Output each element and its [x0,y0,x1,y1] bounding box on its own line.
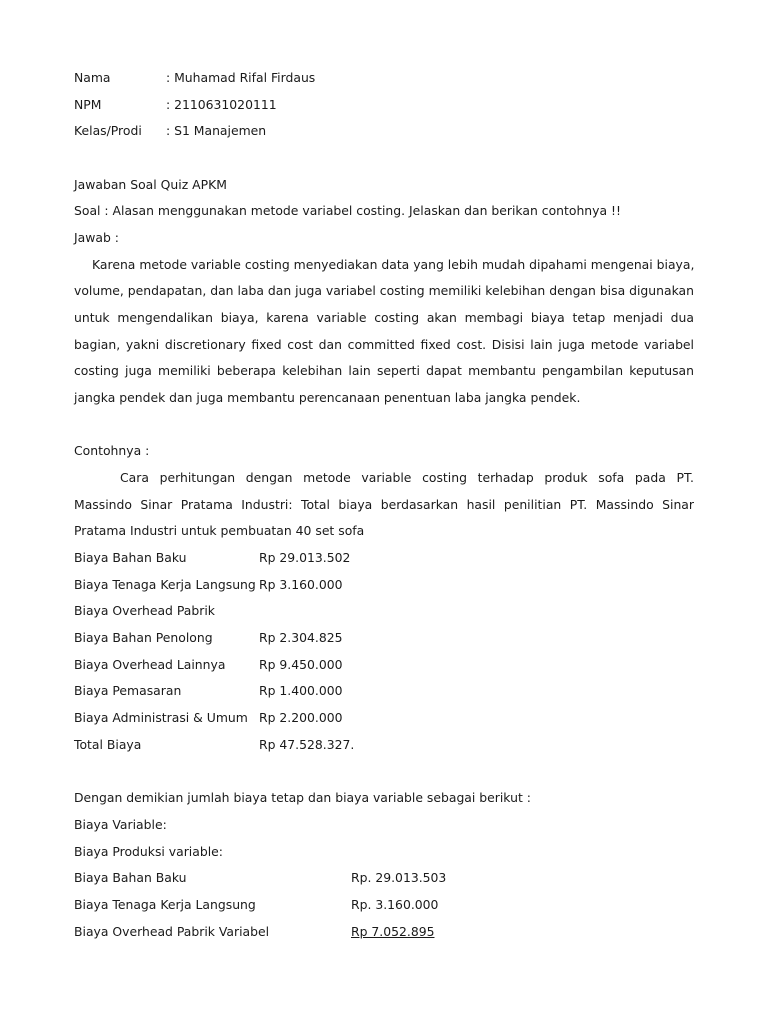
quiz-heading: Jawaban Soal Quiz APKM [74,177,227,192]
cost-value: Rp 1.400.000 [259,683,343,698]
contoh-line: Cara perhitungan dengan metode variable costing terhadap produk sofa pada PT. [120,470,694,485]
answer-line: volume, pendapatan, dan laba dan juga variabel costing memiliki kelebihan dengan bisa digunakan [74,283,694,298]
jawab-label: Jawab : [74,230,119,245]
produksi-heading: Biaya Produksi variable: [74,844,223,859]
summary-intro: Dengan demikian jumlah biaya tetap dan biaya variable sebagai berikut : [74,790,531,805]
variable-label: Biaya Tenaga Kerja Langsung [74,897,256,912]
kelas-label: Kelas/Prodi [74,123,142,138]
contoh-label: Contohnya : [74,443,150,458]
kelas-value: : S1 Manajemen [166,123,267,138]
nama-value: : Muhamad Rifal Firdaus [166,70,316,85]
variable-label: Biaya Bahan Baku [74,870,187,885]
variable-value: Rp. 3.160.000 [351,897,439,912]
cost-value: Rp 47.528.327. [259,737,355,752]
cost-label: Total Biaya [74,737,142,752]
cost-label: Biaya Overhead Pabrik [74,603,215,618]
cost-label: Biaya Bahan Penolong [74,630,213,645]
answer-line: Karena metode variable costing menyediakan data yang lebih mudah dipahami mengenai biaya, [92,257,695,272]
npm-value: : 2110631020111 [166,97,277,112]
npm-label: NPM [74,97,102,112]
variable-heading: Biaya Variable: [74,817,167,832]
variable-value-underlined: Rp 7.052.895 [351,924,435,939]
cost-value: Rp 9.450.000 [259,657,343,672]
soal-text: Soal : Alasan menggunakan metode variabel costing. Jelaskan dan berikan contohnya !! [74,203,621,218]
cost-label: Biaya Bahan Baku [74,550,187,565]
answer-line: untuk mengendalikan biaya, karena variable costing akan membagi biaya tetap menjadi dua [74,310,694,325]
cost-label: Biaya Pemasaran [74,683,182,698]
cost-value: Rp 3.160.000 [259,577,343,592]
nama-label: Nama [74,70,111,85]
contoh-line: Massindo Sinar Pratama Industri: Total biaya berdasarkan hasil penilitian PT. Massindo Sinar [74,497,694,512]
cost-value: Rp 2.200.000 [259,710,343,725]
cost-value: Rp 29.013.502 [259,550,351,565]
answer-line: jangka pendek dan juga membantu perencanaan penentuan laba jangka pendek. [74,390,581,405]
cost-label: Biaya Overhead Lainnya [74,657,226,672]
cost-value: Rp 2.304.825 [259,630,343,645]
cost-label: Biaya Tenaga Kerja Langsung [74,577,256,592]
cost-label: Biaya Administrasi & Umum [74,710,248,725]
variable-label: Biaya Overhead Pabrik Variabel [74,924,270,939]
variable-value: Rp. 29.013.503 [351,870,447,885]
answer-line: bagian, yakni discretionary fixed cost dan committed fixed cost. Disisi lain juga metode variabel [74,337,694,352]
answer-line: costing juga memiliki beberapa kelebihan lain seperti dapat membantu pengambilan keputusan [74,363,694,378]
contoh-line: Pratama Industri untuk pembuatan 40 set sofa [74,523,365,538]
